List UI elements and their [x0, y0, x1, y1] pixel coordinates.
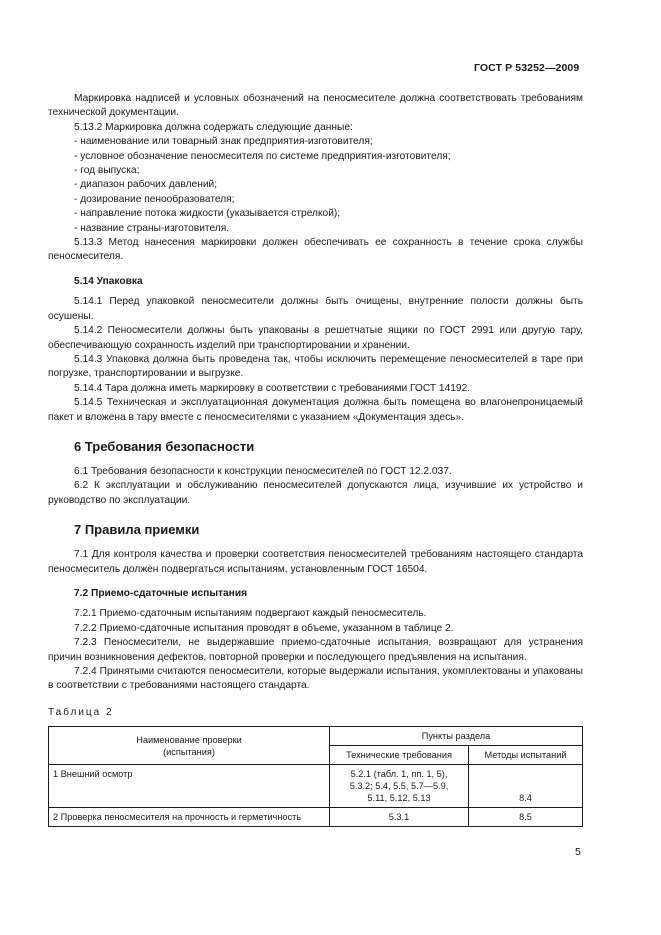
list-item: - название страны-изготовителя. [74, 222, 230, 234]
list-item: - дозирование пенообразователя; [74, 193, 235, 205]
paragraph-7-1: 7.1 Для контроля качества и проверки соответствия пеносмесителей требованиям настоящего стандарта пеносмеситель должен подвергаться испытаниям, установленным ГОСТ 16504. [48, 549, 583, 575]
header-clauses: Пункты раздела [330, 727, 583, 746]
table-row [49, 765, 583, 808]
list-item: - условное обозначение пеносмесителя по системе предприятия-изготовителя; [74, 150, 451, 162]
table-row [49, 808, 583, 827]
acceptance-tests-table [48, 726, 583, 827]
paragraph-7-2-4: 7.2.4 Принятыми считаются пеносмесители, которые выдержали испытания, укомплектованы и упакованы в соответствии с требованиями настоящего стандарта. [48, 666, 583, 692]
list-item: - наименование или товарный знак предприятия-изготовителя; [74, 136, 373, 148]
section-heading-7: 7 Правила приемки [74, 522, 200, 538]
paragraph-7-2-3: 7.2.3 Пеносмесители, не выдержавшие приемо-сдаточные испытания, возвращают для устранения причин возникновения дефектов, повторной проверки и последующего предъявления на испытания. [48, 637, 583, 663]
header-test-methods: Методы испытаний [469, 746, 583, 765]
paragraph-5-13-3: 5.13.3 Метод нанесения маркировки должен обеспечивать ее сохранность в течение срока службы пеносмесителя. [48, 237, 583, 263]
paragraph-5-14-5: 5.14.5 Техническая и эксплуатационная документация должна быть помещена во влагонепроницаемый пакет и вложена в тару вместе с пеносмесителями с указанием «Документация здесь». [48, 397, 583, 423]
section-heading-5-14: 5.14 Упаковка [74, 275, 143, 287]
cell-tech-req: 5.2.1 (табл. 1, пп. 1, 5), 5.3.2; 5.4, 5.5, 5.7—5.9, 5.11, 5.12, 5.13 [330, 765, 469, 808]
paragraph-5-14-1: 5.14.1 Перед упаковкой пеносмесители должны быть очищены, внутренние полости должны быть осушены. [48, 296, 583, 322]
header-check-name: Наименование проверки (испытания) [49, 727, 330, 765]
list-item: - диапазон рабочих давлений; [74, 179, 218, 191]
paragraph-7-2-2: 7.2.2 Приемо-сдаточные испытания проводят в объеме, указанном в таблице 2. [74, 622, 454, 634]
paragraph-5-14-4: 5.14.4 Тара должна иметь маркировку в соответствии с требованиями ГОСТ 14192. [74, 382, 471, 394]
cell-test-method: 8.5 [469, 808, 583, 827]
section-heading-6: 6 Требования безопасности [74, 438, 255, 454]
table-header-row [49, 727, 583, 746]
table-caption: Таблица 2 [48, 706, 114, 718]
cell-tech-req: 5.3.1 [330, 808, 469, 827]
paragraph-5-14-3: 5.14.3 Упаковка должна быть проведена так, чтобы исключить перемещение пеносмесителей в таре при погрузке, транспортировании и выгрузке. [48, 353, 583, 380]
header-tech-req: Технические требования [330, 746, 469, 765]
list-item: - направление потока жидкости (указывается стрелкой); [74, 208, 341, 220]
paragraph-6-2: 6.2 К эксплуатации и обслуживанию пеносмесителей допускаются лица, изучившие их устройство и руководство по эксплуатации. [48, 480, 583, 506]
paragraph-7-2-1: 7.2.1 Приемо-сдаточным испытаниям подвергают каждый пеносмеситель. [74, 608, 427, 620]
list-item: - год выпуска; [74, 165, 140, 177]
section-heading-7-2: 7.2 Приемо-сдаточные испытания [74, 587, 248, 599]
cell-test-method: 8.4 [469, 765, 583, 808]
page-number: 5 [575, 846, 581, 858]
paragraph-5-14-2: 5.14.2 Пеносмесители должны быть упакованы в решетчатые ящики по ГОСТ 2991 или другую тару, обеспечивающую сохранность изделий при транспортировании и хранении. [48, 325, 583, 351]
paragraph-6-1: 6.1 Требования безопасности к конструкции пеносмесителей по ГОСТ 12.2.037. [74, 465, 452, 477]
paragraph-5-13-2: 5.13.2 Маркировка должна содержать следующие данные: [74, 121, 353, 133]
page-content [48, 92, 583, 827]
document-code-header: ГОСТ Р 53252—2009 [474, 62, 580, 74]
paragraph-marking-requirements: Маркировка надписей и условных обозначений на пеносмесителе должна соответствовать требованиям технической документации. [48, 93, 583, 119]
marking-data-list [48, 135, 583, 236]
cell-check-name: 1 Внешний осмотр [49, 765, 330, 808]
cell-check-name: 2 Проверка пеносмесителя на прочность и герметичность [49, 808, 330, 827]
